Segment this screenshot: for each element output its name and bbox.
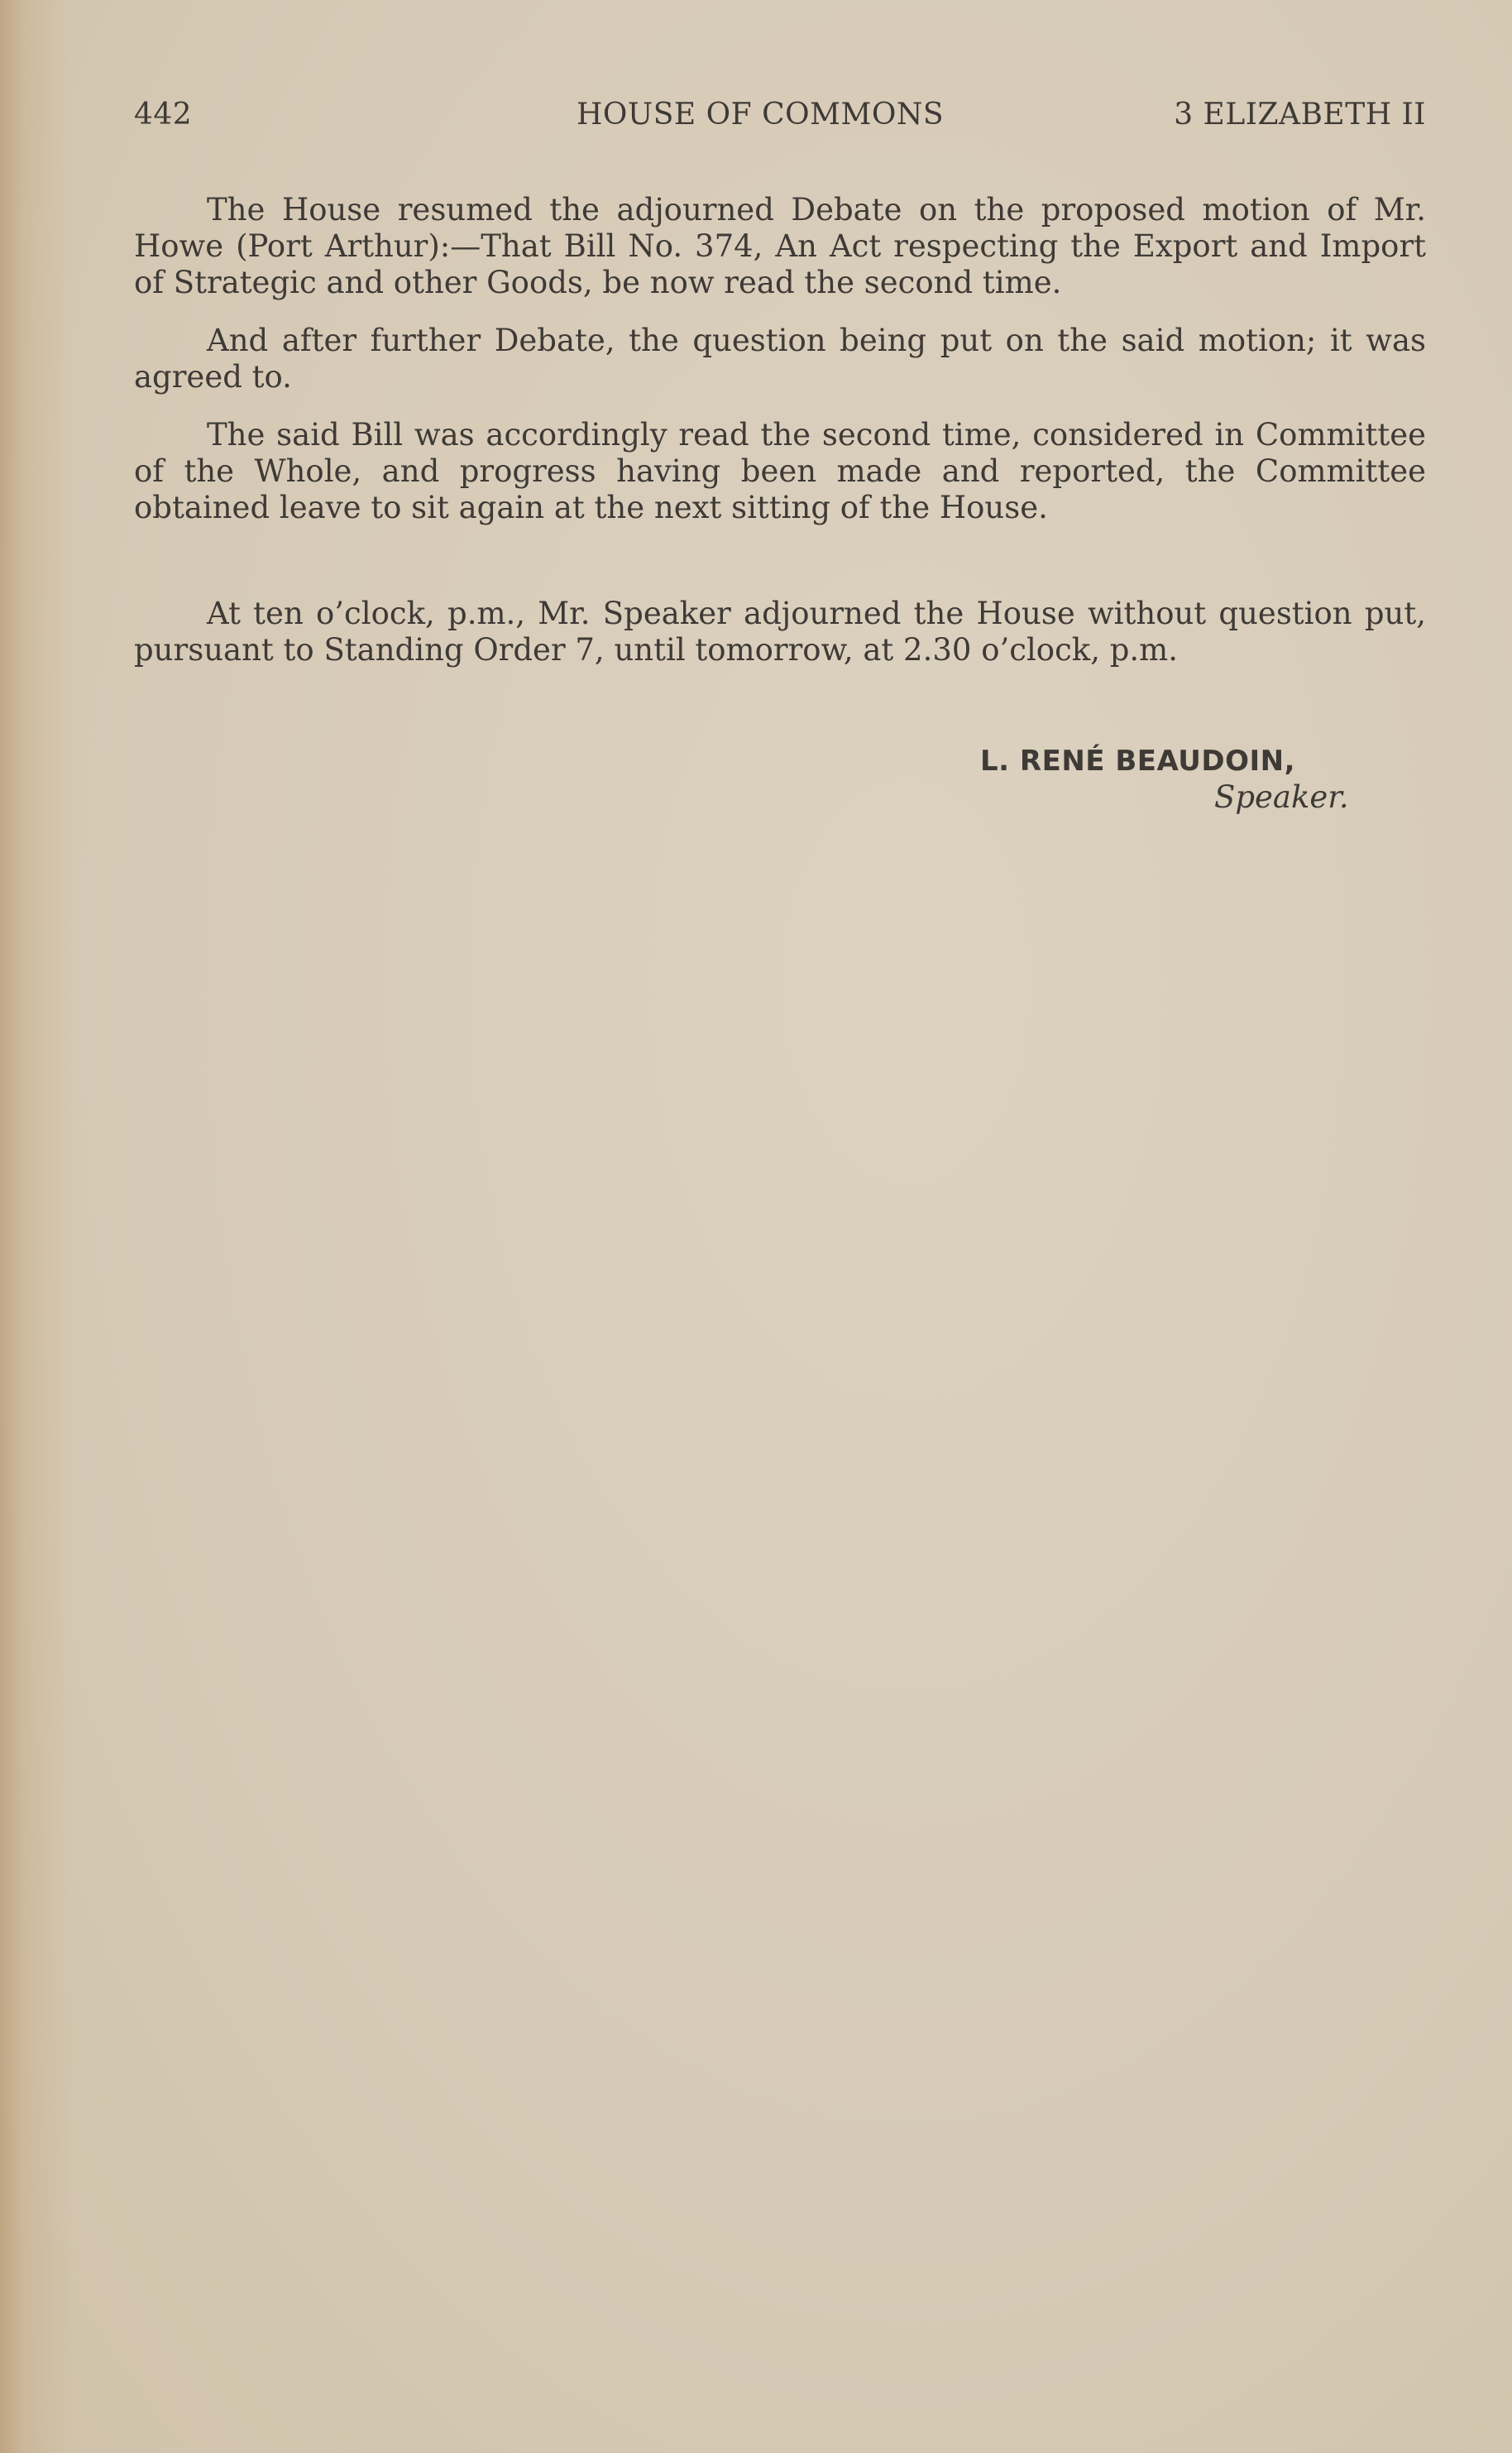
speaker-name: L. RENÉ BEAUDOIN, (980, 745, 1296, 778)
paragraph-bill-read: The said Bill was accordingly read the second time, considered in Committee of the Whole, and progress having been made and reported, the Committee obtained leave to sit again at the next sitting of the House. (134, 417, 1426, 525)
paragraph-debate-resumed: The House resumed the adjourned Debate on the proposed motion of Mr. Howe (Port Arthur):—That Bill No. 374, An Act respecting the Export and Import of Strategic and other Goods, be now read the second time. (134, 192, 1426, 300)
regnal-year: 3 ELIZABETH II (1174, 98, 1426, 132)
running-title: HOUSE OF COMMONS (577, 98, 945, 132)
page-number: 442 (134, 98, 193, 132)
paragraph-adjournment: At ten o’clock, p.m., Mr. Speaker adjourned the House without question put, pursuant to Standing Order 7, until tomorrow, at 2.30 o’clock, p.m. (134, 596, 1426, 668)
signature-block (980, 743, 1361, 816)
paragraph-motion-agreed: And after further Debate, the question being put on the said motion; it was agreed to. (134, 323, 1426, 395)
page-header (134, 98, 1426, 147)
journal-body (134, 192, 1426, 690)
speaker-title: Speaker. (1214, 779, 1349, 815)
